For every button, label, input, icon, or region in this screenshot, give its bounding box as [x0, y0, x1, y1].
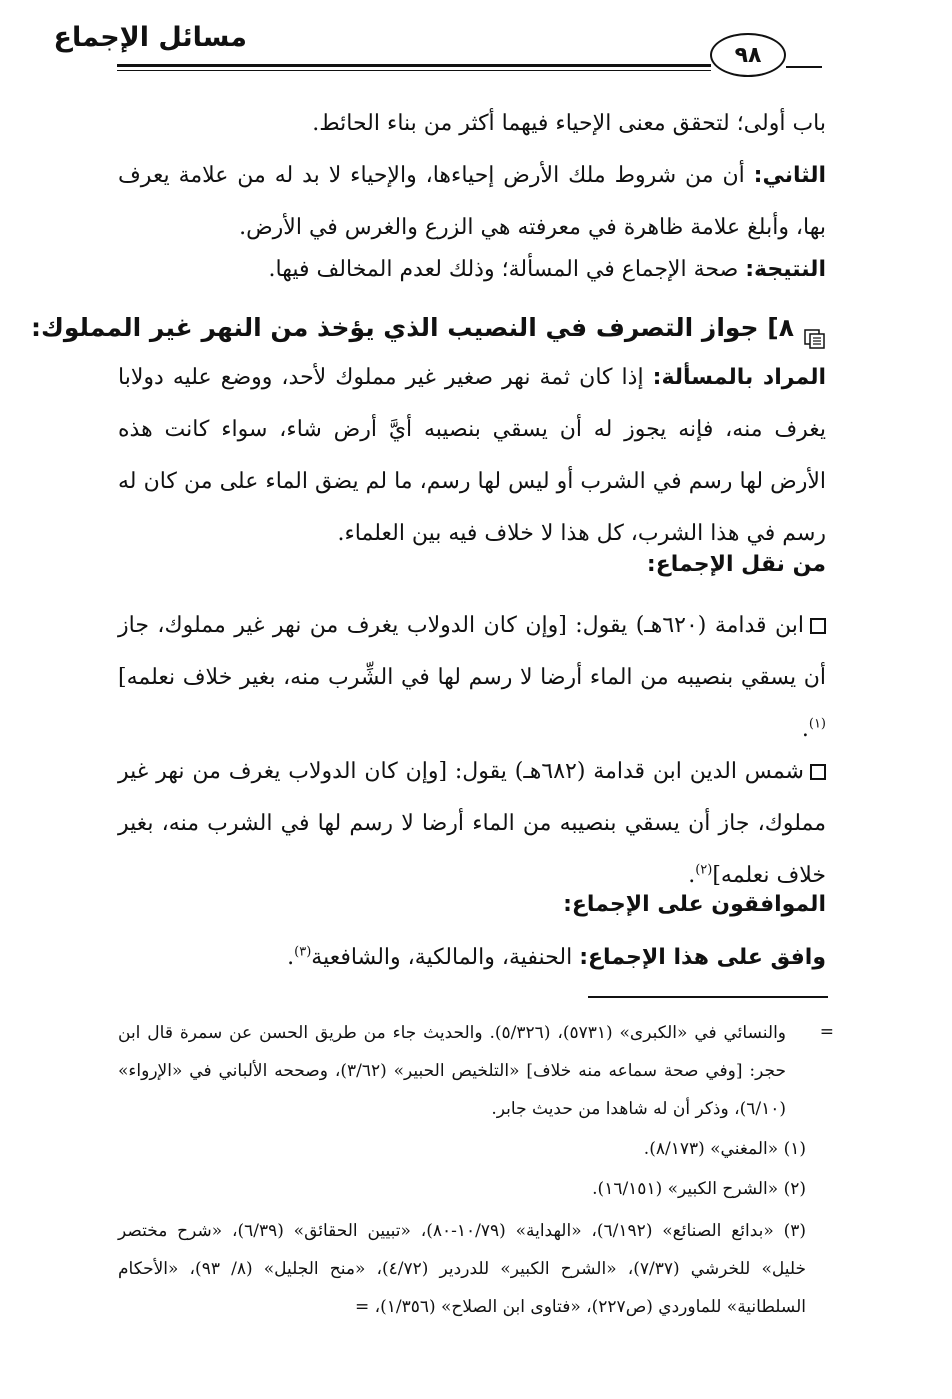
footnote-ref: (٣) [294, 944, 312, 960]
section-heading [30, 306, 826, 350]
paragraph-text: إذا كان ثمة نهر صغير غير مملوك لأحد، ووضع عليه دولابا يغرف منه، فإنه يجوز له أن يسقي بنصيبه أيَّ أرض شاء، سواء كانت هذه الأرض لها رسم في الشرب أو ليس لها رسم، ما لم يضق الماء على من كان له رسم في هذا الشرب، كل هذا لا خلاف فيه بين العلماء. [118, 365, 826, 546]
section-number: ٨] [767, 313, 794, 342]
footnote-3: (٣) «بدائع الصنائع» (٦/١٩٢)، «الهداية» (١٠/٧٩-٨٠)، «تبيين الحقائق» (٦/٣٩)، «شرح مختصر خليل» للخرشي (٧/٣٧)، «الشرح الكبير» للدردير (٤/٧٢)، «منح الجليل» (٨/ ٩٣)، «الأحكام السلطانية» للماوردي (ص٢٢٧)، «فتاوى ابن الصلاح» (١/٣٥٦)، = [118, 1221, 807, 1317]
footnote-separator [588, 996, 828, 998]
paragraph-agreeing [118, 932, 826, 984]
checkbox-bullet-icon [810, 618, 826, 634]
paragraph-result [118, 244, 826, 296]
quote-text: شمس الدين ابن قدامة (٦٨٢هـ) يقول: [وإن كان الدولاب يغرف من نهر غير مملوك، جاز أن يسقي بنصيبه من الماء أرضا لا رسم لها في الشرب منه، بغير خلاف نعلمه] [118, 759, 826, 888]
footnote-continuation: والنسائي في «الكبرى» (٥٧٣١)، (٥/٣٢٦). والحديث جاء من طريق الحسن عن سمرة قال ابن حجر: [وفي صحة سماعه منه خلاف] «التلخيص الحبير» (٣/٦٢)، وصححه الألباني في «الإرواء» (٦/١٠)، وذكر أن له شاهدا من حديث جابر. [118, 1023, 787, 1119]
paragraph-label: وافق على هذا الإجماع: [579, 945, 826, 970]
subheading-agreeing: الموافقون على الإجماع: [563, 892, 826, 917]
paragraph-text: الحنفية، والمالكية، والشافعية [311, 945, 580, 970]
paragraph-label: المراد بالمسألة: [652, 365, 827, 390]
checkbox-bullet-icon [810, 764, 826, 780]
footnote-ref: (١) [808, 716, 826, 732]
quote-shams-al-din [118, 746, 826, 902]
paragraph-second-reason [118, 150, 826, 254]
document-icon [804, 319, 826, 339]
quote-text: ابن قدامة (٦٢٠هـ) يقول: [وإن كان الدولاب يغرف من نهر غير مملوك، جاز أن يسقي بنصيبه من الماء أرضا لا رسم لها في الشِّرب منه، بغير خلاف نعلمه] [118, 613, 826, 690]
continuation-marker: = [819, 1022, 834, 1042]
header-rule [117, 64, 711, 67]
punctuation: . [801, 717, 809, 742]
paragraph-text: أن من شروط ملك الأرض إحياءها، والإحياء لا بد له من علامة يعرف بها، وأبلغ علامة ظاهرة في معرفته هي الزرع والغرس في الأرض. [118, 163, 826, 240]
paragraph-label: الثاني: [753, 163, 826, 188]
quote-ibn-qudama [118, 600, 826, 756]
footnote-2: (٢) «الشرح الكبير» (١٦/١٥١). [592, 1179, 806, 1199]
footnote-ref: (٢) [695, 862, 713, 878]
paragraph-meaning [118, 352, 826, 560]
running-title: مسائل الإجماع [53, 22, 247, 53]
paragraph-text: صحة الإجماع في المسألة؛ وذلك لعدم المخالف فيها. [268, 257, 746, 282]
punctuation: . [688, 863, 696, 888]
subheading-transmission: من نقل الإجماع: [646, 552, 826, 577]
footnote-1: (١) «المغني» (٨/١٧٣). [643, 1139, 806, 1159]
paragraph-label: النتيجة: [745, 257, 826, 282]
header-rule-right [786, 66, 822, 68]
punctuation: . [287, 945, 295, 970]
header-rule-thin [117, 70, 711, 71]
page-number: ٩٨ [710, 33, 786, 77]
section-title: جواز التصرف في النصيب الذي يؤخذ من النهر غير المملوك: [30, 313, 759, 342]
paragraph-continuation [118, 98, 826, 150]
paragraph-text: باب أولى؛ لتحقق معنى الإحياء فيهما أكثر من بناء الحائط. [312, 111, 826, 136]
